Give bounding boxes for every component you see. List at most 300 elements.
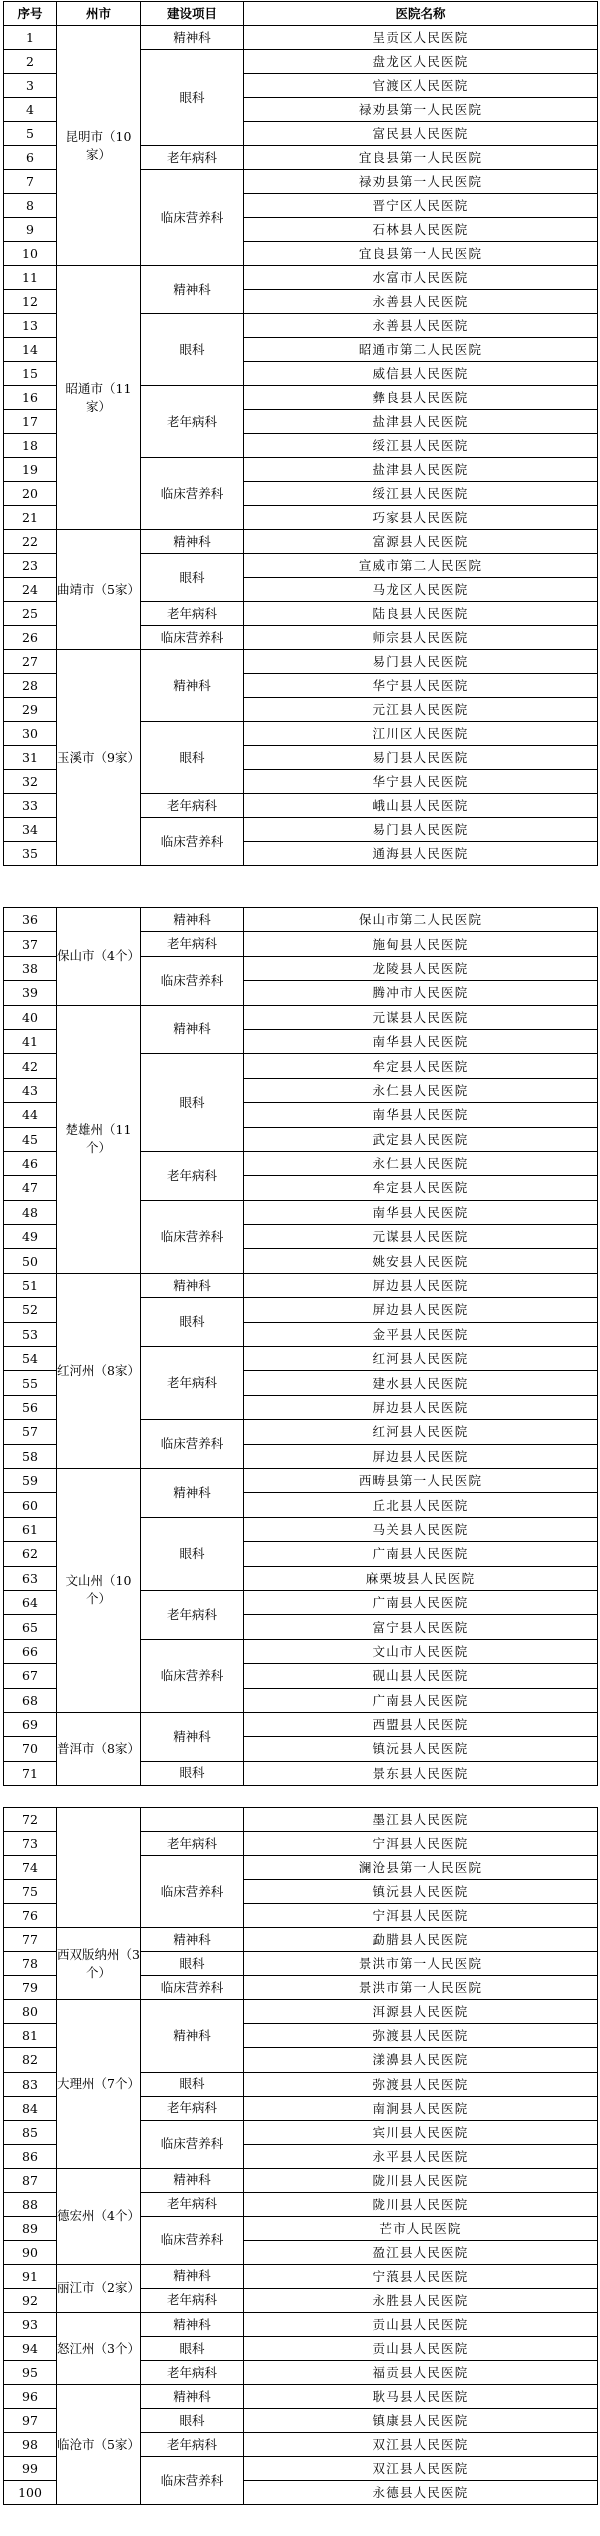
row-number: 38 — [4, 956, 57, 980]
hospital-cell: 巧家县人民医院 — [244, 506, 598, 530]
row-number: 35 — [4, 842, 57, 866]
hospital-cell: 禄劝县第一人民医院 — [244, 170, 598, 194]
row-number: 23 — [4, 554, 57, 578]
project-cell: 临床营养科 — [141, 458, 244, 530]
row-number: 2 — [4, 50, 57, 74]
table-row — [4, 650, 598, 674]
hospital-cell: 华宁县人民医院 — [244, 674, 598, 698]
region-cell: 保山市（4个） — [57, 908, 141, 1006]
row-number: 5 — [4, 122, 57, 146]
row-number: 42 — [4, 1054, 57, 1078]
row-number: 13 — [4, 314, 57, 338]
project-cell: 眼科 — [141, 1761, 244, 1785]
row-number: 47 — [4, 1176, 57, 1200]
table-row — [4, 1712, 598, 1736]
project-cell: 眼科 — [141, 554, 244, 602]
row-number: 68 — [4, 1688, 57, 1712]
project-cell: 精神科 — [141, 2000, 244, 2072]
row-number: 11 — [4, 266, 57, 290]
project-cell: 精神科 — [141, 530, 244, 554]
table-page-3 — [3, 1807, 597, 2505]
row-number: 65 — [4, 1615, 57, 1639]
table-row — [4, 266, 598, 290]
row-number: 51 — [4, 1273, 57, 1297]
hospital-cell: 弥渡县人民医院 — [244, 2072, 598, 2096]
hospital-cell: 腾冲市人民医院 — [244, 981, 598, 1005]
header-region: 州市 — [57, 2, 141, 26]
row-number: 84 — [4, 2096, 57, 2120]
row-number: 73 — [4, 1832, 57, 1856]
hospital-cell: 马关县人民医院 — [244, 1517, 598, 1541]
region-cell: 大理州（7个） — [57, 2000, 141, 2168]
row-number: 22 — [4, 530, 57, 554]
row-number: 70 — [4, 1737, 57, 1761]
row-number: 92 — [4, 2288, 57, 2312]
project-cell: 临床营养科 — [141, 1420, 244, 1469]
project-cell: 眼科 — [141, 1298, 244, 1347]
hospital-cell: 易门县人民医院 — [244, 650, 598, 674]
region-cell: 丽江市（2家） — [57, 2264, 141, 2312]
project-cell: 临床营养科 — [141, 2216, 244, 2264]
hospital-cell: 盐津县人民医院 — [244, 410, 598, 434]
table-row — [4, 908, 598, 932]
project-cell: 临床营养科 — [141, 2457, 244, 2505]
row-number: 56 — [4, 1395, 57, 1419]
row-number: 17 — [4, 410, 57, 434]
row-number: 45 — [4, 1127, 57, 1151]
project-cell: 眼科 — [141, 2337, 244, 2361]
project-cell: 临床营养科 — [141, 956, 244, 1005]
hospital-cell: 永平县人民医院 — [244, 2144, 598, 2168]
region-cell: 楚雄州（11个） — [57, 1005, 141, 1273]
project-cell: 眼科 — [141, 2409, 244, 2433]
hospital-cell: 彝良县人民医院 — [244, 386, 598, 410]
hospital-cell: 漾濞县人民医院 — [244, 2048, 598, 2072]
row-number: 27 — [4, 650, 57, 674]
table-row — [4, 26, 598, 50]
row-number: 85 — [4, 2120, 57, 2144]
project-cell: 老年病科 — [141, 2433, 244, 2457]
project-cell: 精神科 — [141, 1273, 244, 1297]
project-cell: 精神科 — [141, 266, 244, 314]
hospital-cell: 官渡区人民医院 — [244, 74, 598, 98]
row-number: 16 — [4, 386, 57, 410]
region-cell: 昆明市（10家） — [57, 26, 141, 266]
row-number: 46 — [4, 1151, 57, 1175]
hospital-cell: 景洪市第一人民医院 — [244, 1976, 598, 2000]
hospital-cell: 陇川县人民医院 — [244, 2168, 598, 2192]
project-cell: 临床营养科 — [141, 170, 244, 266]
region-cell: 临沧市（5家） — [57, 2385, 141, 2505]
hospital-cell: 宜良县第一人民医院 — [244, 146, 598, 170]
row-number: 21 — [4, 506, 57, 530]
row-number: 86 — [4, 2144, 57, 2168]
row-number: 8 — [4, 194, 57, 218]
project-cell: 精神科 — [141, 2312, 244, 2336]
hospital-cell: 龙陵县人民医院 — [244, 956, 598, 980]
table-body-1 — [4, 26, 598, 866]
hospital-table-2 — [3, 907, 598, 1786]
row-number: 78 — [4, 1952, 57, 1976]
hospital-cell: 西畴县第一人民医院 — [244, 1468, 598, 1492]
table-page-2 — [3, 907, 597, 1786]
hospital-cell: 弥渡县人民医院 — [244, 2024, 598, 2048]
row-number: 80 — [4, 2000, 57, 2024]
hospital-cell: 南华县人民医院 — [244, 1029, 598, 1053]
row-number: 58 — [4, 1444, 57, 1468]
row-number: 32 — [4, 770, 57, 794]
header-hospital: 医院名称 — [244, 2, 598, 26]
hospital-cell: 盈江县人民医院 — [244, 2240, 598, 2264]
region-cell: 红河州（8家） — [57, 1273, 141, 1468]
row-number: 48 — [4, 1200, 57, 1224]
row-number: 74 — [4, 1856, 57, 1880]
row-number: 3 — [4, 74, 57, 98]
row-number: 88 — [4, 2192, 57, 2216]
hospital-cell: 宾川县人民医院 — [244, 2120, 598, 2144]
region-cell: 曲靖市（5家） — [57, 530, 141, 650]
hospital-cell: 陆良县人民医院 — [244, 602, 598, 626]
project-cell: 老年病科 — [141, 386, 244, 458]
hospital-cell: 景洪市第一人民医院 — [244, 1952, 598, 1976]
hospital-cell: 富宁县人民医院 — [244, 1615, 598, 1639]
row-number: 25 — [4, 602, 57, 626]
row-number: 20 — [4, 482, 57, 506]
row-number: 14 — [4, 338, 57, 362]
table-body-2 — [4, 908, 598, 1786]
row-number: 44 — [4, 1103, 57, 1127]
project-cell: 精神科 — [141, 26, 244, 50]
hospital-cell: 永德县人民医院 — [244, 2481, 598, 2505]
header-number: 序号 — [4, 2, 57, 26]
table-row — [4, 1273, 598, 1297]
hospital-cell: 师宗县人民医院 — [244, 626, 598, 650]
row-number: 26 — [4, 626, 57, 650]
row-number: 40 — [4, 1005, 57, 1029]
hospital-cell: 双江县人民医院 — [244, 2457, 598, 2481]
row-number: 29 — [4, 698, 57, 722]
hospital-cell: 红河县人民医院 — [244, 1420, 598, 1444]
row-number: 72 — [4, 1808, 57, 1832]
table-row — [4, 2000, 598, 2024]
hospital-cell: 丘北县人民医院 — [244, 1493, 598, 1517]
table-row — [4, 1808, 598, 1832]
hospital-cell: 元谋县人民医院 — [244, 1005, 598, 1029]
row-number: 41 — [4, 1029, 57, 1053]
row-number: 43 — [4, 1078, 57, 1102]
hospital-cell: 牟定县人民医院 — [244, 1054, 598, 1078]
hospital-cell: 永胜县人民医院 — [244, 2288, 598, 2312]
row-number: 30 — [4, 722, 57, 746]
project-cell: 老年病科 — [141, 2096, 244, 2120]
table-row — [4, 1928, 598, 1952]
project-cell: 临床营养科 — [141, 2120, 244, 2168]
hospital-cell: 华宁县人民医院 — [244, 770, 598, 794]
project-cell: 临床营养科 — [141, 818, 244, 866]
hospital-cell: 威信县人民医院 — [244, 362, 598, 386]
hospital-cell: 昭通市第二人民医院 — [244, 338, 598, 362]
row-number: 15 — [4, 362, 57, 386]
project-cell: 老年病科 — [141, 602, 244, 626]
row-number: 31 — [4, 746, 57, 770]
hospital-cell: 永仁县人民医院 — [244, 1151, 598, 1175]
row-number: 76 — [4, 1904, 57, 1928]
hospital-cell: 广南县人民医院 — [244, 1688, 598, 1712]
hospital-cell: 贡山县人民医院 — [244, 2337, 598, 2361]
hospital-cell: 屏边县人民医院 — [244, 1444, 598, 1468]
project-cell: 临床营养科 — [141, 1200, 244, 1273]
project-cell: 老年病科 — [141, 2361, 244, 2385]
hospital-cell: 砚山县人民医院 — [244, 1664, 598, 1688]
row-number: 83 — [4, 2072, 57, 2096]
table-row — [4, 2385, 598, 2409]
table-body-3 — [4, 1808, 598, 2505]
row-number: 95 — [4, 2361, 57, 2385]
hospital-cell: 永善县人民医院 — [244, 290, 598, 314]
project-cell: 精神科 — [141, 1468, 244, 1517]
row-number: 100 — [4, 2481, 57, 2505]
hospital-cell: 屏边县人民医院 — [244, 1395, 598, 1419]
hospital-cell: 耿马县人民医院 — [244, 2385, 598, 2409]
hospital-cell: 建水县人民医院 — [244, 1371, 598, 1395]
project-cell: 老年病科 — [141, 2288, 244, 2312]
hospital-cell: 宁蒗县人民医院 — [244, 2264, 598, 2288]
hospital-cell: 绥江县人民医院 — [244, 434, 598, 458]
row-number: 87 — [4, 2168, 57, 2192]
row-number: 81 — [4, 2024, 57, 2048]
row-number: 49 — [4, 1225, 57, 1249]
header-project: 建设项目 — [141, 2, 244, 26]
row-number: 54 — [4, 1347, 57, 1371]
hospital-cell: 屏边县人民医院 — [244, 1298, 598, 1322]
row-number: 94 — [4, 2337, 57, 2361]
hospital-cell: 施甸县人民医院 — [244, 932, 598, 956]
hospital-cell: 盐津县人民医院 — [244, 458, 598, 482]
row-number: 63 — [4, 1566, 57, 1590]
project-cell: 眼科 — [141, 1054, 244, 1152]
hospital-cell: 晋宁区人民医院 — [244, 194, 598, 218]
hospital-cell: 福贡县人民医院 — [244, 2361, 598, 2385]
project-cell: 老年病科 — [141, 794, 244, 818]
row-number: 12 — [4, 290, 57, 314]
hospital-cell: 禄劝县第一人民医院 — [244, 98, 598, 122]
row-number: 24 — [4, 578, 57, 602]
hospital-cell: 呈贡区人民医院 — [244, 26, 598, 50]
row-number: 10 — [4, 242, 57, 266]
project-cell: 精神科 — [141, 2264, 244, 2288]
region-cell: 文山州（10个） — [57, 1468, 141, 1712]
hospital-cell: 广南县人民医院 — [244, 1542, 598, 1566]
row-number: 96 — [4, 2385, 57, 2409]
row-number: 6 — [4, 146, 57, 170]
hospital-cell: 洱源县人民医院 — [244, 2000, 598, 2024]
project-cell: 眼科 — [141, 2072, 244, 2096]
row-number: 62 — [4, 1542, 57, 1566]
region-cell: 昭通市（11家） — [57, 266, 141, 530]
project-cell: 老年病科 — [141, 1832, 244, 1856]
region-cell — [57, 1808, 141, 1928]
row-number: 28 — [4, 674, 57, 698]
hospital-cell: 广南县人民医院 — [244, 1590, 598, 1614]
hospital-cell: 芒市人民医院 — [244, 2216, 598, 2240]
table-row — [4, 1468, 598, 1492]
row-number: 33 — [4, 794, 57, 818]
project-cell: 临床营养科 — [141, 1976, 244, 2000]
project-cell: 临床营养科 — [141, 1856, 244, 1928]
project-cell: 精神科 — [141, 1712, 244, 1761]
project-cell: 精神科 — [141, 650, 244, 722]
hospital-cell: 陇川县人民医院 — [244, 2192, 598, 2216]
row-number: 71 — [4, 1761, 57, 1785]
project-cell: 老年病科 — [141, 1590, 244, 1639]
row-number: 82 — [4, 2048, 57, 2072]
hospital-cell: 通海县人民医院 — [244, 842, 598, 866]
project-cell: 眼科 — [141, 1952, 244, 1976]
hospital-cell: 保山市第二人民医院 — [244, 908, 598, 932]
project-cell: 眼科 — [141, 722, 244, 794]
project-cell: 老年病科 — [141, 2192, 244, 2216]
row-number: 89 — [4, 2216, 57, 2240]
project-cell: 精神科 — [141, 908, 244, 932]
hospital-cell: 景东县人民医院 — [244, 1761, 598, 1785]
row-number: 34 — [4, 818, 57, 842]
table-row — [4, 2264, 598, 2288]
project-cell: 眼科 — [141, 1517, 244, 1590]
region-cell: 玉溪市（9家） — [57, 650, 141, 866]
row-number: 75 — [4, 1880, 57, 1904]
hospital-cell: 双江县人民医院 — [244, 2433, 598, 2457]
hospital-cell: 永仁县人民医院 — [244, 1078, 598, 1102]
region-cell: 怒江州（3个） — [57, 2312, 141, 2384]
hospital-cell: 红河县人民医院 — [244, 1347, 598, 1371]
project-cell: 眼科 — [141, 314, 244, 386]
project-cell: 老年病科 — [141, 1151, 244, 1200]
hospital-table-1 — [3, 1, 598, 866]
project-cell: 老年病科 — [141, 146, 244, 170]
hospital-cell: 金平县人民医院 — [244, 1322, 598, 1346]
hospital-cell: 镇康县人民医院 — [244, 2409, 598, 2433]
row-number: 53 — [4, 1322, 57, 1346]
hospital-cell: 武定县人民医院 — [244, 1127, 598, 1151]
row-number: 50 — [4, 1249, 57, 1273]
row-number: 59 — [4, 1468, 57, 1492]
project-cell: 眼科 — [141, 50, 244, 146]
hospital-cell: 元江县人民医院 — [244, 698, 598, 722]
hospital-cell: 石林县人民医院 — [244, 218, 598, 242]
project-cell: 精神科 — [141, 1005, 244, 1054]
hospital-cell: 贡山县人民医院 — [244, 2312, 598, 2336]
row-number: 57 — [4, 1420, 57, 1444]
hospital-cell: 西盟县人民医院 — [244, 1712, 598, 1736]
row-number: 55 — [4, 1371, 57, 1395]
hospital-cell: 镇沅县人民医院 — [244, 1880, 598, 1904]
row-number: 97 — [4, 2409, 57, 2433]
hospital-cell: 马龙区人民医院 — [244, 578, 598, 602]
hospital-cell: 宣威市第二人民医院 — [244, 554, 598, 578]
hospital-cell: 宁洱县人民医院 — [244, 1904, 598, 1928]
hospital-cell: 南华县人民医院 — [244, 1103, 598, 1127]
row-number: 98 — [4, 2433, 57, 2457]
hospital-cell: 南华县人民医院 — [244, 1200, 598, 1224]
hospital-cell: 麻栗坡县人民医院 — [244, 1566, 598, 1590]
hospital-table-3 — [3, 1807, 598, 2505]
hospital-cell: 元谋县人民医院 — [244, 1225, 598, 1249]
row-number: 36 — [4, 908, 57, 932]
row-number: 91 — [4, 2264, 57, 2288]
row-number: 66 — [4, 1639, 57, 1663]
row-number: 93 — [4, 2312, 57, 2336]
hospital-cell: 易门县人民医院 — [244, 818, 598, 842]
row-number: 79 — [4, 1976, 57, 2000]
row-number: 77 — [4, 1928, 57, 1952]
table-page-1 — [3, 1, 597, 866]
table-row — [4, 2168, 598, 2192]
project-cell: 精神科 — [141, 1928, 244, 1952]
project-cell: 精神科 — [141, 2385, 244, 2409]
table-header — [4, 2, 598, 26]
hospital-cell: 水富市人民医院 — [244, 266, 598, 290]
row-number: 69 — [4, 1712, 57, 1736]
region-cell: 德宏州（4个） — [57, 2168, 141, 2264]
row-number: 19 — [4, 458, 57, 482]
hospital-cell: 屏边县人民医院 — [244, 1273, 598, 1297]
row-number: 1 — [4, 26, 57, 50]
hospital-cell: 澜沧县第一人民医院 — [244, 1856, 598, 1880]
table-row — [4, 2312, 598, 2336]
row-number: 52 — [4, 1298, 57, 1322]
table-row — [4, 1005, 598, 1029]
hospital-cell: 姚安县人民医院 — [244, 1249, 598, 1273]
hospital-cell: 绥江县人民医院 — [244, 482, 598, 506]
project-cell: 精神科 — [141, 2168, 244, 2192]
hospital-cell: 江川区人民医院 — [244, 722, 598, 746]
row-number: 61 — [4, 1517, 57, 1541]
hospital-cell: 峨山县人民医院 — [244, 794, 598, 818]
row-number: 4 — [4, 98, 57, 122]
hospital-cell: 文山市人民医院 — [244, 1639, 598, 1663]
project-cell: 老年病科 — [141, 932, 244, 956]
row-number: 60 — [4, 1493, 57, 1517]
hospital-cell: 宁洱县人民医院 — [244, 1832, 598, 1856]
hospital-cell: 富源县人民医院 — [244, 530, 598, 554]
row-number: 18 — [4, 434, 57, 458]
project-cell: 临床营养科 — [141, 1639, 244, 1712]
hospital-cell: 墨江县人民医院 — [244, 1808, 598, 1832]
project-cell — [141, 1808, 244, 1832]
row-number: 39 — [4, 981, 57, 1005]
row-number: 9 — [4, 218, 57, 242]
hospital-cell: 勐腊县人民医院 — [244, 1928, 598, 1952]
hospital-cell: 盘龙区人民医院 — [244, 50, 598, 74]
hospital-cell: 永善县人民医院 — [244, 314, 598, 338]
region-cell: 普洱市（8家） — [57, 1712, 141, 1785]
project-cell: 老年病科 — [141, 1347, 244, 1420]
row-number: 67 — [4, 1664, 57, 1688]
region-cell: 西双版纳州（3个） — [57, 1928, 141, 2000]
hospital-cell: 镇沅县人民医院 — [244, 1737, 598, 1761]
row-number: 99 — [4, 2457, 57, 2481]
hospital-cell: 南涧县人民医院 — [244, 2096, 598, 2120]
row-number: 64 — [4, 1590, 57, 1614]
hospital-cell: 富民县人民医院 — [244, 122, 598, 146]
row-number: 37 — [4, 932, 57, 956]
table-row — [4, 530, 598, 554]
project-cell: 临床营养科 — [141, 626, 244, 650]
hospital-cell: 牟定县人民医院 — [244, 1176, 598, 1200]
row-number: 90 — [4, 2240, 57, 2264]
hospital-cell: 宜良县第一人民医院 — [244, 242, 598, 266]
hospital-cell: 易门县人民医院 — [244, 746, 598, 770]
